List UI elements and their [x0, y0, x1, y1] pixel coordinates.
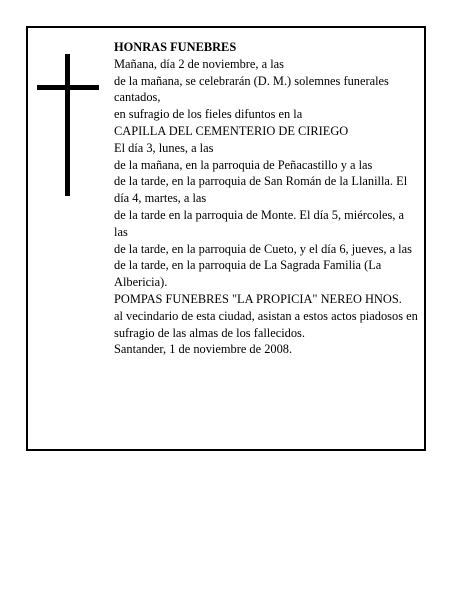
funeral-home-name: POMPAS FUNEBRES "LA PROPICIA" NEREO HNOS. — [114, 291, 402, 306]
notice-line: de la tarde en la parroquia de Monte. El día 5, miércoles, a las — [114, 207, 405, 239]
notice-line: de la mañana, se celebrarán (D. M.) solemnes funerales cantados, — [114, 73, 389, 105]
notice-date: Santander, 1 de noviembre de 2008. — [114, 342, 293, 357]
notice-line: de la tarde, en la parroquia de La Sagrada Familia (La Albericia). — [114, 258, 382, 290]
notice-line: de la tarde, en la parroquia de Cueto, y el día 6, jueves, a las — [114, 241, 412, 256]
cross-horizontal-bar — [37, 85, 99, 90]
notice-line: de la mañana, en la parroquia de Peñacastillo y a las — [114, 157, 373, 172]
notice-text-block — [114, 39, 420, 358]
notice-line: El día 3, lunes, a las — [114, 140, 214, 155]
cross-vertical-bar — [65, 54, 70, 196]
notice-line: al vecindario de esta ciudad, asistan a estos actos piadosos en sufragio de las almas de los fallecidos. — [114, 308, 418, 340]
notice-title: HONRAS FUNEBRES — [114, 40, 237, 54]
notice-line: de la tarde, en la parroquia de San Román de la Llanilla. El día 4, martes, a las — [114, 174, 408, 206]
notice-line: en sufragio de los fieles difuntos en la — [114, 107, 303, 122]
notice-line: Mañana, día 2 de noviembre, a las — [114, 56, 284, 71]
chapel-name: CAPILLA DEL CEMENTERIO DE CIRIEGO — [114, 123, 349, 138]
